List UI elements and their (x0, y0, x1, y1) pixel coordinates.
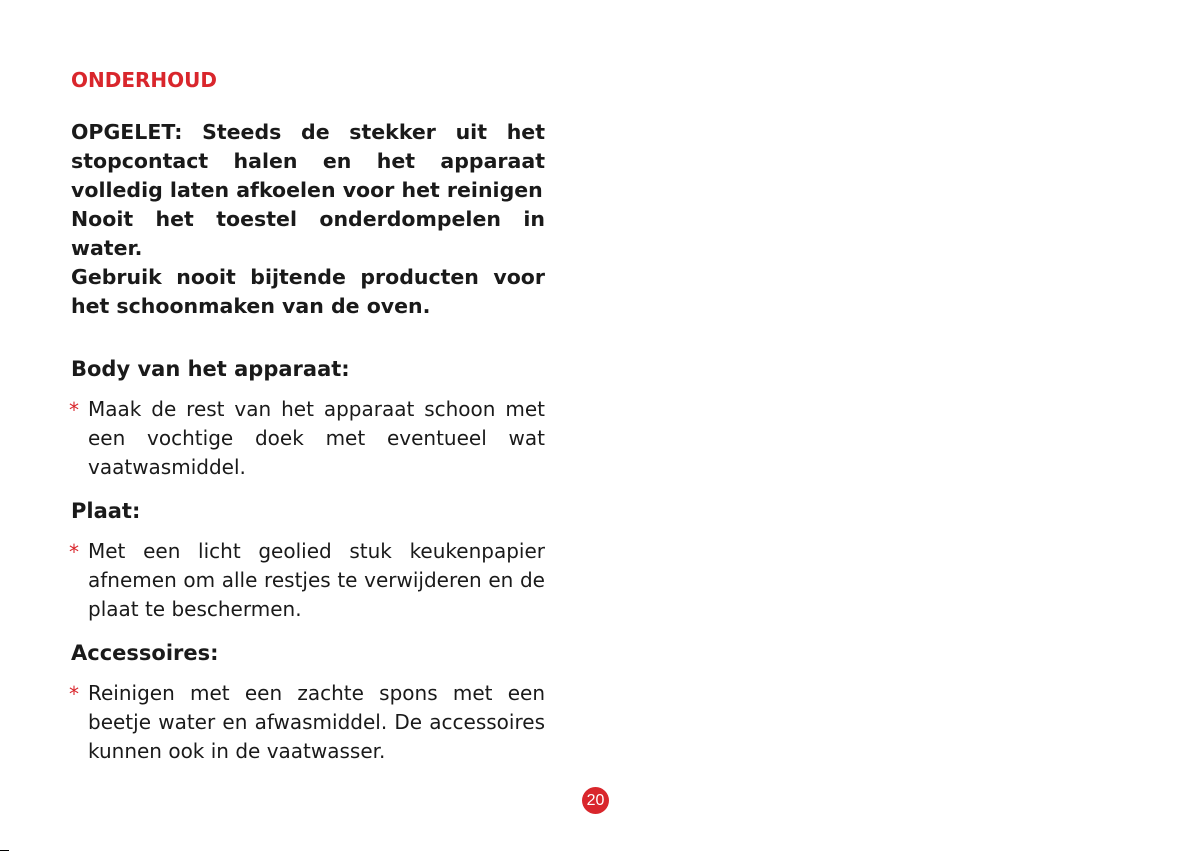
warning-block (71, 118, 545, 321)
section-heading: Plaat: (71, 499, 141, 523)
bullet-item (71, 679, 545, 766)
section-heading: Accessoires: (71, 641, 219, 665)
section-heading: Body van het apparaat: (71, 357, 350, 381)
section-plate (71, 496, 545, 624)
warning-line: OPGELET: Steeds de stekker uit het stopcontact halen en het apparaat volledig laten afkoelen voor het reinigen (71, 120, 545, 202)
asterisk-icon: * (69, 682, 79, 706)
section-title: ONDERHOUD (71, 68, 217, 92)
bullet-text: Reinigen met een zachte spons met een beetje water en afwasmiddel. De accessoires kunnen ook in de vaatwasser. (88, 681, 545, 763)
warning-line: Gebruik nooit bijtende producten voor het schoonmaken van de oven. (71, 265, 545, 318)
bullet-item (71, 537, 545, 624)
asterisk-icon: * (69, 398, 79, 422)
bullet-item (71, 395, 545, 482)
warning-line: Nooit het toestel onderdompelen in water. (71, 207, 545, 260)
content-column (71, 66, 545, 780)
bullet-text: Maak de rest van het apparaat schoon met een vochtige doek met eventueel wat vaatwasmiddel. (88, 397, 545, 479)
bullet-text: Met een licht geolied stuk keukenpapier afnemen om alle restjes te verwijderen en de plaat te beschermen. (88, 539, 545, 621)
page-number-badge: 20 (582, 787, 609, 814)
section-accessories (71, 638, 545, 766)
section-body (71, 354, 545, 482)
asterisk-icon: * (69, 540, 79, 564)
